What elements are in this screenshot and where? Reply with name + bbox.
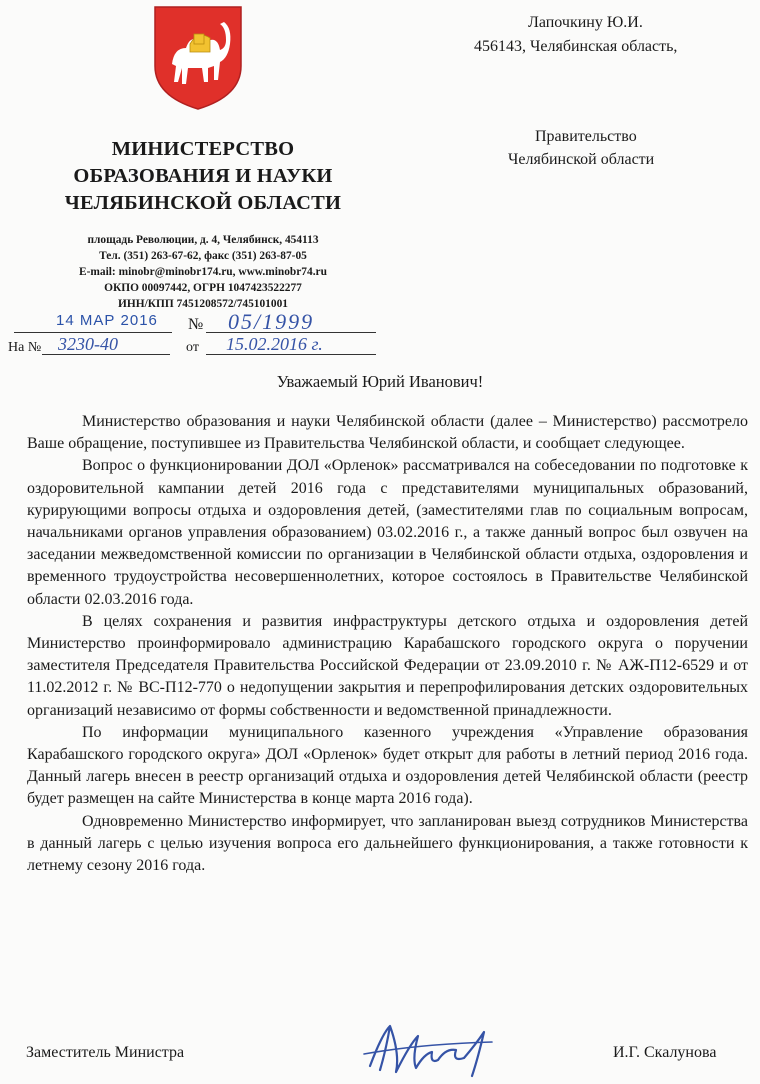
in-reply-date: 15.02.2016 г. xyxy=(226,334,323,354)
signatory-name: И.Г. Скалунова xyxy=(613,1044,717,1061)
number-label: № xyxy=(188,316,204,333)
salutation: Уважаемый Юрий Иванович! xyxy=(276,372,484,391)
letter-paragraph: Одновременно Министерство информирует, что запланирован выезд сотрудников Министерства в данный лагерь с целью изучения вопроса его дальнейшего функционирования, а также готовности к летнему сезону 2016 года. xyxy=(27,812,748,875)
ministry-phone: Тел. (351) 263-67-62, факс (351) 263-87-05 xyxy=(99,250,307,262)
ministry-okpo: ОКПО 00097442, ОГРН 1047423522277 xyxy=(104,282,302,294)
ministry-title-line: ЧЕЛЯБИНСКОЙ ОБЛАСТИ xyxy=(64,192,342,214)
from-label: от xyxy=(186,340,199,355)
ministry-address: площадь Революции, д. 4, Челябинск, 454113 xyxy=(87,234,319,246)
coat-of-arms-icon xyxy=(152,4,244,112)
addressee-address: 456143, Челябинская область, xyxy=(474,38,678,55)
copy-recipient-line2: Челябинской области xyxy=(508,151,655,168)
ministry-email: E-mail: minobr@minobr174.ru, www.minobr74.ru xyxy=(79,266,327,278)
signatory-position: Заместитель Министра xyxy=(26,1044,185,1061)
letter-paragraph: Министерство образования и науки Челябинской области (далее – Министерство) рассмотрело Ваше обращение, поступившее из Правительства Челябинской области, и сообщает следующее. xyxy=(27,413,748,453)
in-reply-number: 3230-40 xyxy=(58,334,118,354)
handwritten-signature-icon xyxy=(360,1014,500,1080)
ministry-title-line: МИНИСТЕРСТВО xyxy=(111,138,295,160)
ministry-title-line: ОБРАЗОВАНИЯ И НАУКИ xyxy=(73,165,333,187)
letter-paragraph: Вопрос о функционировании ДОЛ «Орленок» рассматривался на собеседовании по подготовке к оздоровительной кампании детей 2016 года с представителями муниципальных образований, курирующими вопросы отдыха и оздоровления детей, (заместителями глав по социальным вопросам, начальниками органов управления образованием) 03.02.2016 г., а также данный вопрос был озвучен на заседании межведомственной комиссии по организации в Челябинской области отдыха, оздоровления и временного трудоустройства несовершеннолетних, которое состоялось в Правительстве Челябинской области 02.03.2016 года. xyxy=(27,457,748,608)
letter-paragraph: По информации муниципального казенного учреждения «Управление образования Карабашского городского округа» ДОЛ «Орленок» будет открыт для работы в летний период 2016 года. Данный лагерь внесен в реестр организаций отдыха и оздоровления детей Челябинской области (реестр будет размещен на сайте Министерства в конце марта 2016 года). xyxy=(27,723,748,808)
letter-paragraph: В целях сохранения и развития инфраструктуры детского отдыха и оздоровления детей Министерство проинформировало администрацию Карабашского городского округа о поручении заместителя Председателя Правительства Российской Федерации от 23.09.2010 г. № АЖ-П12-6529 и от 11.02.2012 г. № ВС-П12-770 о недопущении закрытия и перепрофилирования детских оздоровительных организаций независимо от формы собственности и ведомственной принадлежности. xyxy=(27,612,748,719)
registration-date-stamp: 14 МАР 2016 xyxy=(56,312,158,329)
letter-body xyxy=(27,411,748,877)
copy-recipient-line1: Правительство xyxy=(535,128,637,145)
registration-number: 05/1999 xyxy=(228,309,315,334)
addressee-name: Лапочкину Ю.И. xyxy=(528,14,643,31)
ministry-inn: ИНН/КПП 7451208572/745101001 xyxy=(118,298,288,310)
in-reply-label: На № xyxy=(8,340,42,355)
